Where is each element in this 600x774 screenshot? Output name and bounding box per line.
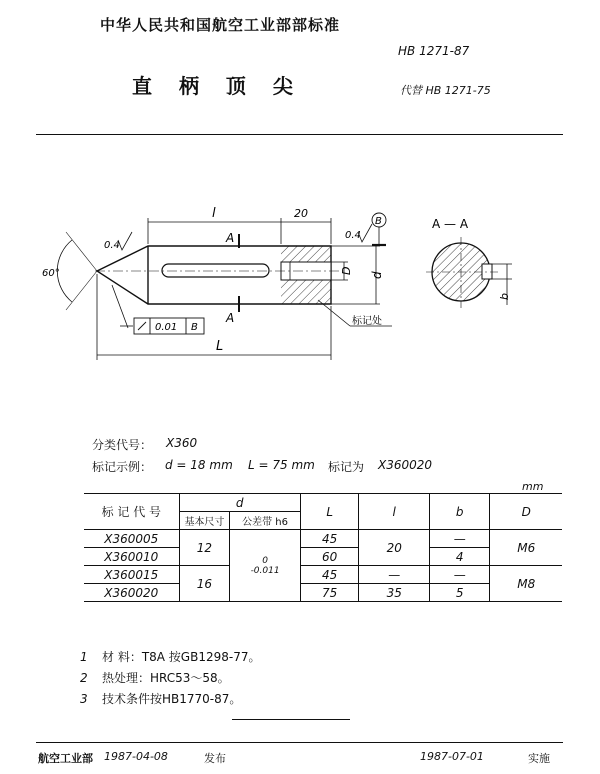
classification-label: 分类代号： [92,438,153,452]
section-title: A — A [432,217,469,231]
footer-issue-label: 发布 [204,752,226,765]
row-b: 4 [429,548,490,566]
center-drawing [0,200,600,430]
row-L: 60 [300,548,359,566]
header-D: D [490,494,562,530]
header-b: b [429,494,490,530]
footer-issue-date: 1987-04-08 [104,750,168,763]
row-b: — [429,530,490,548]
note-num: 1 [80,650,88,664]
tolerance-value: 0.01 [155,322,178,333]
section-mark-bottom: A [226,311,235,325]
row-code: X360020 [84,584,179,602]
row-code: X360015 [84,566,179,584]
dim-b-label: b [498,293,511,300]
note-3 [80,690,241,707]
header-d: d [179,494,300,512]
note-text: 材 料：T8A 按GB1298-77。 [102,650,261,664]
row-b: 5 [429,584,490,602]
note-num: 2 [80,671,88,685]
marking-area-label: 标记处 [352,316,382,327]
classification-value: X360 [166,436,198,450]
footer-rule [36,742,563,743]
table-row [84,530,562,548]
table-row [84,566,562,584]
header-l: l [359,494,429,530]
dim-D-label: D [340,266,353,275]
D-b: M8 [490,566,562,602]
tolerance-datum: B [191,322,198,333]
section-mark-top: A [226,231,235,245]
datum-b-label: B [375,216,382,227]
example-mark-label: 标记为 [328,460,365,474]
header-mark-code: 标 记 代 号 [84,494,179,530]
D-a: M6 [490,530,562,566]
header-divider [36,134,563,135]
tol-lower: -0.011 [250,565,280,576]
example-L: L = 75 mm [248,458,315,472]
org-title: 中华人民共和国航空工业部部标准 [100,16,341,34]
footer-issuer: 航空工业部 [38,752,93,765]
example-mark-value: X360020 [378,458,433,472]
angle-label: 60° [42,268,60,279]
standard-number: HB 1271-87 [398,44,470,58]
row-L: 75 [300,584,359,602]
dim-d-label: d [370,271,384,279]
row-b: — [429,566,490,584]
roughness-left: 0.4 [104,240,120,251]
row-l: 20 [359,530,429,566]
header-nominal: 基本尺寸 [179,512,230,530]
example-d: d = 18 mm [165,458,233,472]
header-tolerance: 公差带 h6 [230,512,301,530]
note-num: 3 [80,692,88,706]
dim-l-label: l [212,206,216,221]
roughness-right: 0.4 [345,230,361,241]
note-1 [80,648,260,665]
document-title: 直 柄 顶 尖 [132,74,303,98]
row-L: 45 [300,566,359,584]
flat-slot [162,264,269,277]
d-nominal-a: 12 [179,530,230,566]
note-2 [80,669,230,686]
dim-20-label: 20 [294,207,308,220]
note-text: 热处理：HRC53～58。 [102,671,230,685]
row-l: 35 [359,584,429,602]
d-nominal-b: 16 [179,566,230,602]
row-code: X360010 [84,548,179,566]
footer-effective-date: 1987-07-01 [420,750,484,763]
row-l: — [359,566,429,584]
tol-upper: 0 [262,555,268,566]
row-L: 45 [300,530,359,548]
footer-effective-label: 实施 [528,752,550,765]
spec-table [84,493,562,602]
replaces-standard: 代替 HB 1271-75 [400,84,491,97]
dim-L-label: L [216,339,224,354]
tolerance-cell [230,530,301,602]
unit-label: mm [522,480,544,493]
notes-end-rule [232,719,350,720]
example-label: 标记示例： [92,460,153,474]
note-text: 技术条件按HB1770-87。 [102,692,242,706]
header-L: L [300,494,359,530]
row-code: X360005 [84,530,179,548]
